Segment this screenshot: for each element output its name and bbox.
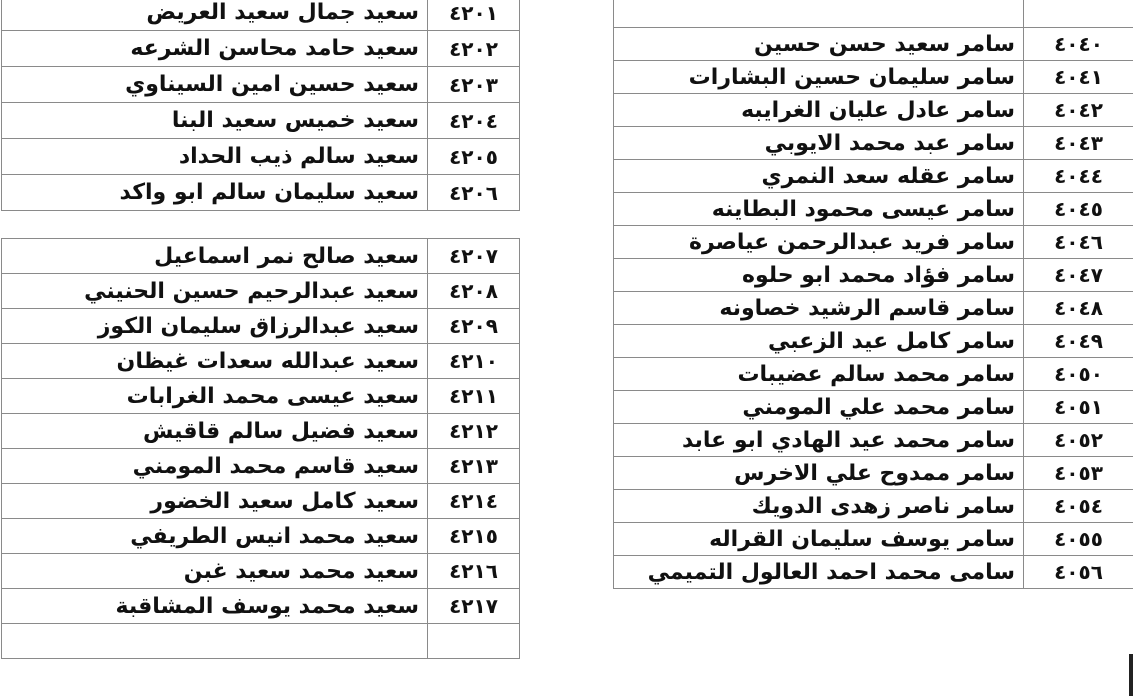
table-row [2,449,520,484]
row-name: سامى محمد احمد العالول التميمي [614,556,1024,589]
table-row [614,28,1133,61]
page-edge-mark [1129,654,1133,696]
table-row [2,519,520,554]
table-row [614,523,1133,556]
row-number: ٤٠٥٣ [1024,457,1133,490]
row-name: سعيد سليمان سالم ابو واكد [2,175,428,211]
row-number: ٤٢١٠ [428,344,520,379]
row-name: سامر ممدوح علي الاخرس [614,457,1024,490]
row-name: سعيد قاسم محمد المومني [2,449,428,484]
row-number: ٤٠٤٤ [1024,160,1133,193]
left-name-table-lower [1,238,520,659]
row-name: سعيد خميس سعيد البنا [2,103,428,139]
row-name: سعيد حسين امين السيناوي [2,67,428,103]
table-row [614,358,1133,391]
left-table-lower-body [2,239,520,659]
row-name: سعيد عبدالرزاق سليمان الكوز [2,309,428,344]
row-name: سعيد عبدالله سعدات غيظان [2,344,428,379]
table-row [614,292,1133,325]
table-row [614,193,1133,226]
table-row [2,0,520,31]
row-number: ٤٢٠٩ [428,309,520,344]
table-row [614,490,1133,523]
row-number: ٤٠٥١ [1024,391,1133,424]
row-number: ٤٢١٤ [428,484,520,519]
table-row [614,94,1133,127]
row-name: سعيد كامل سعيد الخضور [2,484,428,519]
row-name [2,624,428,659]
table-row [614,325,1133,358]
row-name: سامر عادل عليان الغرايبه [614,94,1024,127]
row-number: ٤٢١٢ [428,414,520,449]
left-table-upper-body [2,0,520,211]
row-number: ٤٢٠٧ [428,239,520,274]
table-row [2,344,520,379]
row-name: سامر ناصر زهدى الدويك [614,490,1024,523]
row-number: ٤٢٠٣ [428,67,520,103]
table-row [2,554,520,589]
row-name: سامر محمد عيد الهادي ابو عابد [614,424,1024,457]
right-table-body [614,0,1133,589]
row-name: سعيد فضيل سالم قاقيش [2,414,428,449]
table-row [614,61,1133,94]
table-row [2,414,520,449]
row-name: سامر سليمان حسين البشارات [614,61,1024,94]
row-name: سامر يوسف سليمان القراله [614,523,1024,556]
row-name: سامر قاسم الرشيد خصاونه [614,292,1024,325]
row-name: سامر عقله سعد النمري [614,160,1024,193]
row-name: سعيد سالم ذيب الحداد [2,139,428,175]
table-row [2,103,520,139]
row-name: سامر عبد محمد الايوبي [614,127,1024,160]
row-name: سامر كامل عيد الزعبي [614,325,1024,358]
row-name: سعيد محمد سعيد غبن [2,554,428,589]
right-name-table [613,0,1133,589]
table-row [2,624,520,659]
row-name: سامر فريد عبدالرحمن عياصرة [614,226,1024,259]
row-name: سعيد عيسى محمد الغرابات [2,379,428,414]
row-name: سعيد جمال سعيد العريض [2,0,428,31]
row-number [1024,0,1133,28]
table-row [2,175,520,211]
row-number: ٤٠٤٠ [1024,28,1133,61]
row-number: ٤٠٤٦ [1024,226,1133,259]
row-number: ٤٠٤٣ [1024,127,1133,160]
left-name-table-upper [1,0,520,211]
table-row [2,67,520,103]
row-number: ٤٠٥٥ [1024,523,1133,556]
table-row [2,274,520,309]
row-number: ٤٠٤٨ [1024,292,1133,325]
row-number: ٤٠٥٦ [1024,556,1133,589]
table-row [2,589,520,624]
table-row [2,309,520,344]
row-name: سامر عيسى محمود البطاينه [614,193,1024,226]
row-number: ٤٢٠٤ [428,103,520,139]
table-row [614,226,1133,259]
table-row [614,127,1133,160]
row-name: سامر سعيد حسن حسين [614,28,1024,61]
row-number: ٤٠٤٥ [1024,193,1133,226]
row-number: ٤٢١٥ [428,519,520,554]
table-row [614,391,1133,424]
row-number: ٤٢٠٢ [428,31,520,67]
table-row [614,556,1133,589]
table-row [614,259,1133,292]
row-number: ٤٢١٣ [428,449,520,484]
table-row [614,0,1133,28]
table-row [614,424,1133,457]
row-name: سعيد محمد يوسف المشاقبة [2,589,428,624]
row-name: سامر فؤاد محمد ابو حلوه [614,259,1024,292]
row-number [428,624,520,659]
row-number: ٤٠٥٤ [1024,490,1133,523]
table-row [2,239,520,274]
table-row [2,31,520,67]
table-row [2,379,520,414]
table-row [614,160,1133,193]
row-number: ٤٢٠١ [428,0,520,31]
row-name: سامر محمد سالم عضيبات [614,358,1024,391]
row-number: ٤٢١٧ [428,589,520,624]
table-row [614,457,1133,490]
row-name: سعيد حامد محاسن الشرعه [2,31,428,67]
row-number: ٤٠٥٢ [1024,424,1133,457]
row-name [614,0,1024,28]
row-number: ٤٠٥٠ [1024,358,1133,391]
table-row [2,484,520,519]
row-number: ٤٢١١ [428,379,520,414]
row-name: سعيد صالح نمر اسماعيل [2,239,428,274]
row-number: ٤٠٤١ [1024,61,1133,94]
row-name: سعيد عبدالرحيم حسين الحنيني [2,274,428,309]
row-number: ٤٢٠٥ [428,139,520,175]
row-number: ٤٢١٦ [428,554,520,589]
row-number: ٤٢٠٦ [428,175,520,211]
row-number: ٤٠٤٧ [1024,259,1133,292]
row-name: سعيد محمد انيس الطريفي [2,519,428,554]
row-number: ٤٠٤٢ [1024,94,1133,127]
row-name: سامر محمد علي المومني [614,391,1024,424]
table-row [2,139,520,175]
row-number: ٤٢٠٨ [428,274,520,309]
row-number: ٤٠٤٩ [1024,325,1133,358]
